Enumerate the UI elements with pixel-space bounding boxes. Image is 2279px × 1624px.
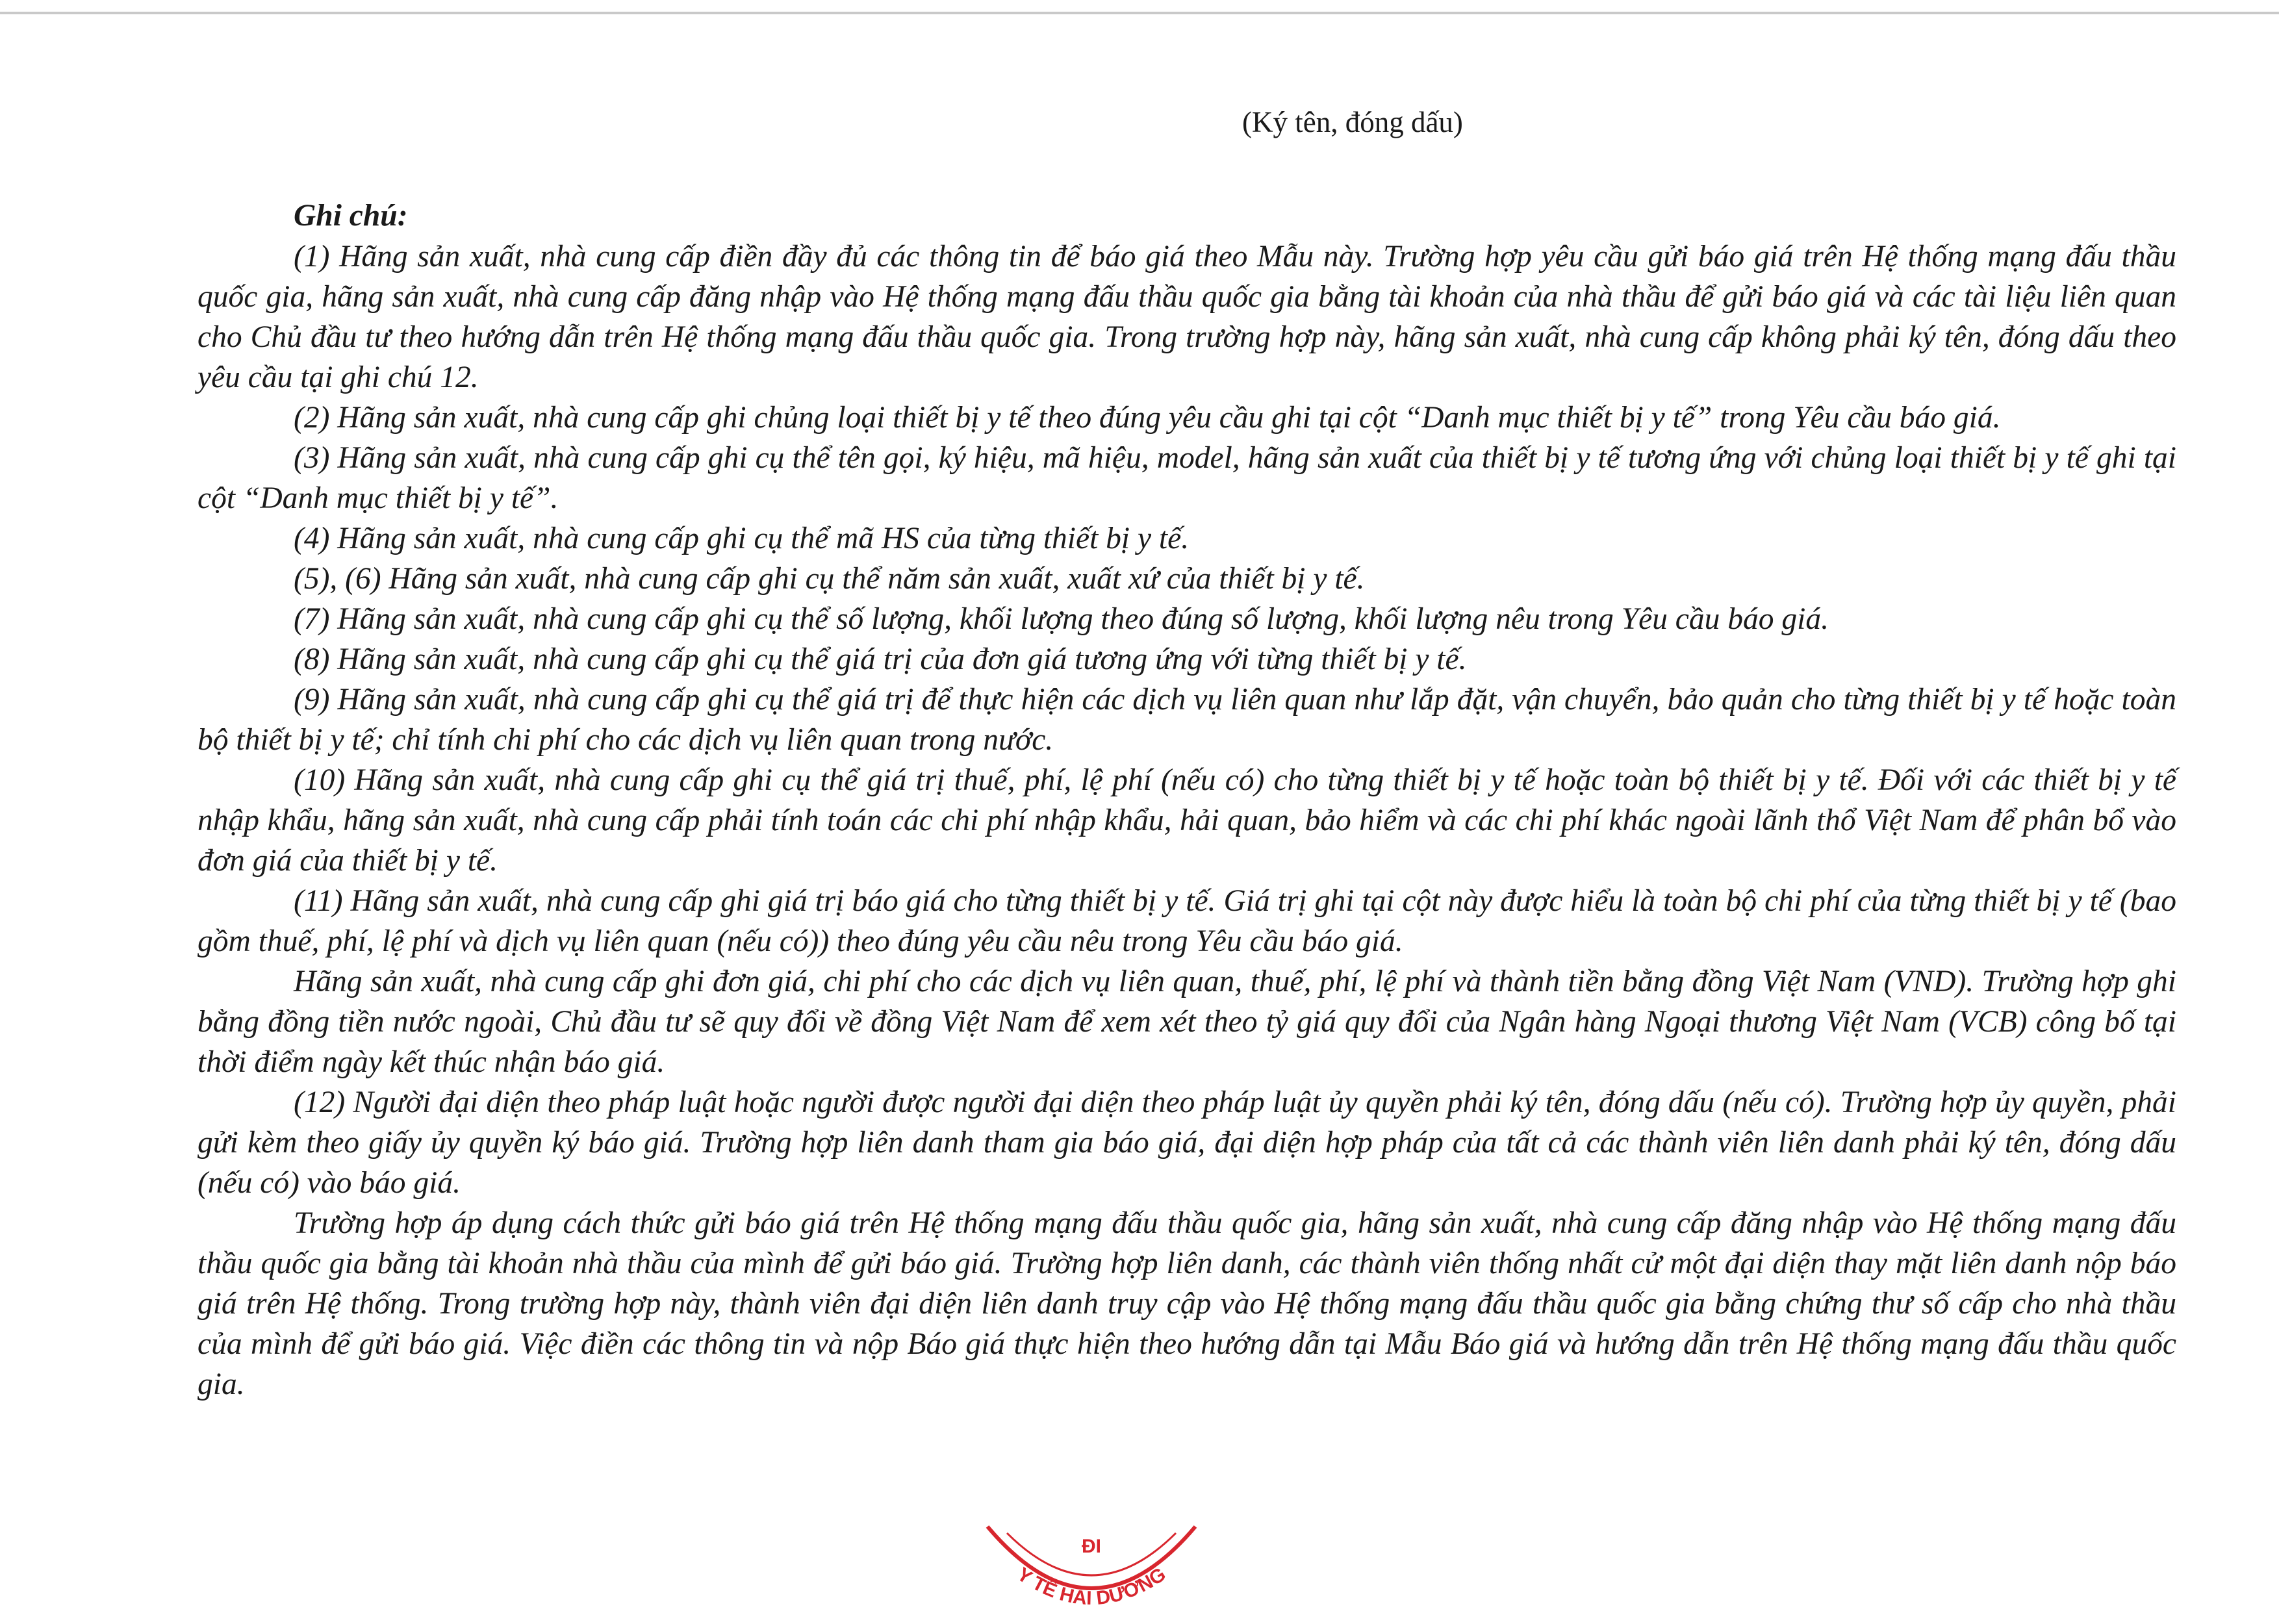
note-paragraph-12: (12) Người đại diện theo pháp luật hoặc người được người đại diện theo pháp luật ủy quyền phải ký tên, đóng dấu (nếu có). Trường hợp ủy quyền, phải gửi kèm theo giấy ủy quyền ký báo giá. Trường hợp liên danh tham gia báo giá, đại diện hợp pháp của tất cả các thành viên liên danh phải ký tên, đóng dấu (nếu có) vào báo giá. [197,1085,2176,1200]
note-paragraph-1: (1) Hãng sản xuất, nhà cung cấp điền đầy đủ các thông tin để báo giá theo Mẫu này. Trường hợp yêu cầu gửi báo giá trên Hệ thống mạng đấu thầu quốc gia, hãng sản xuất, nhà cung cấp đăng nhập vào Hệ thống mạng đấu thầu quốc gia bằng tài khoản của nhà thầu để gửi báo giá và các tài liệu liên quan cho Chủ đầu tư theo hướng dẫn trên Hệ thống mạng đấu thầu quốc gia. Trong trường hợp này, hãng sản xuất, nhà cung cấp không phải ký tên, đóng dấu theo yêu cầu tại ghi chú 12. [197,240,2176,394]
note-paragraph-9: (9) Hãng sản xuất, nhà cung cấp ghi cụ thể giá trị để thực hiện các dịch vụ liên quan như lắp đặt, vận chuyển, bảo quản cho từng thiết bị y tế hoặc toàn bộ thiết bị y tế; chỉ tính chi phí cho các dịch vụ liên quan trong nước. [197,683,2176,757]
note-paragraph-10: (10) Hãng sản xuất, nhà cung cấp ghi cụ thể giá trị thuế, phí, lệ phí (nếu có) cho từng thiết bị y tế hoặc toàn bộ thiết bị y tế. Đối với các thiết bị y tế nhập khẩu, hãng sản xuất, nhà cung cấp phải tính toán các chi phí nhập khẩu, hải quan, bảo hiểm và các chi phí khác ngoài lãnh thổ Việt Nam để phân bổ vào đơn giá của thiết bị y tế. [197,763,2176,878]
note-paragraph-11: (11) Hãng sản xuất, nhà cung cấp ghi giá trị báo giá cho từng thiết bị y tế. Giá trị ghi tại cột này được hiểu là toàn bộ chi phí của từng thiết bị y tế (bao gồm thuế, phí, lệ phí và dịch vụ liên quan (nếu có)) theo đúng yêu cầu nêu trong Yêu cầu báo giá. [197,884,2176,958]
note-paragraph-5-6: (5), (6) Hãng sản xuất, nhà cung cấp ghi cụ thể năm sản xuất, xuất xứ của thiết bị y tế. [294,562,1365,596]
note-paragraph-4: (4) Hãng sản xuất, nhà cung cấp ghi cụ thể mã HS của từng thiết bị y tế. [294,522,1190,555]
notes-section [197,195,2176,1404]
note-paragraph-2: (2) Hãng sản xuất, nhà cung cấp ghi chủng loại thiết bị y tế theo đúng yêu cầu ghi tại cột “Danh mục thiết bị y tế” trong Yêu cầu báo giá. [294,401,2001,435]
note-paragraph-3: (3) Hãng sản xuất, nhà cung cấp ghi cụ thể tên gọi, ký hiệu, mã hiệu, model, hãng sản xuất của thiết bị y tế tương ứng với chủng loại thiết bị y tế ghi tại cột “Danh mục thiết bị y tế”. [197,441,2176,515]
note-paragraph-8: (8) Hãng sản xuất, nhà cung cấp ghi cụ thể giá trị của đơn giá tương ứng với từng thiết bị y tế. [294,642,1467,676]
stamp-text-top: ĐI [1082,1536,1101,1557]
scan-top-edge [0,12,2279,14]
note-paragraph-7: (7) Hãng sản xuất, nhà cung cấp ghi cụ thể số lượng, khối lượng theo đúng số lượng, khối lượng nêu trong Yêu cầu báo giá. [294,602,1829,636]
stamp-text-bottom: Y TẾ HẢI DƯƠNG [1013,1563,1170,1610]
note-paragraph-online-submission: Trường hợp áp dụng cách thức gửi báo giá trên Hệ thống mạng đấu thầu quốc gia, hãng sản xuất, nhà cung cấp đăng nhập vào Hệ thống mạng đấu thầu quốc gia bằng tài khoản nhà thầu của mình để gửi báo giá. Trường hợp liên danh, các thành viên thống nhất cử một đại diện thay mặt liên danh nộp báo giá trên Hệ thống. Trong trường hợp này, thành viên đại diện liên danh truy cập vào Hệ thống mạng đấu thầu quốc gia bằng chứng thư số cấp cho nhà thầu của mình để gửi báo giá. Việc điền các thông tin và nộp Báo giá thực hiện theo hướng dẫn tại Mẫu Báo giá và hướng dẫn trên Hệ thống mạng đấu thầu quốc gia. [197,1206,2176,1401]
red-seal-stamp [974,1520,1208,1624]
signature-caption: (Ký tên, đóng dấu) [1242,106,1463,138]
note-paragraph-currency: Hãng sản xuất, nhà cung cấp ghi đơn giá, chi phí cho các dịch vụ liên quan, thuế, phí, lệ phí và thành tiền bằng đồng Việt Nam (VND). Trường hợp ghi bằng đồng tiền nước ngoài, Chủ đầu tư sẽ quy đổi về đồng Việt Nam để xem xét theo tỷ giá quy đổi của Ngân hàng Ngoại thương Việt Nam (VCB) công bố tại thời điểm ngày kết thúc nhận báo giá. [197,965,2176,1079]
notes-title: Ghi chú: [294,199,408,233]
